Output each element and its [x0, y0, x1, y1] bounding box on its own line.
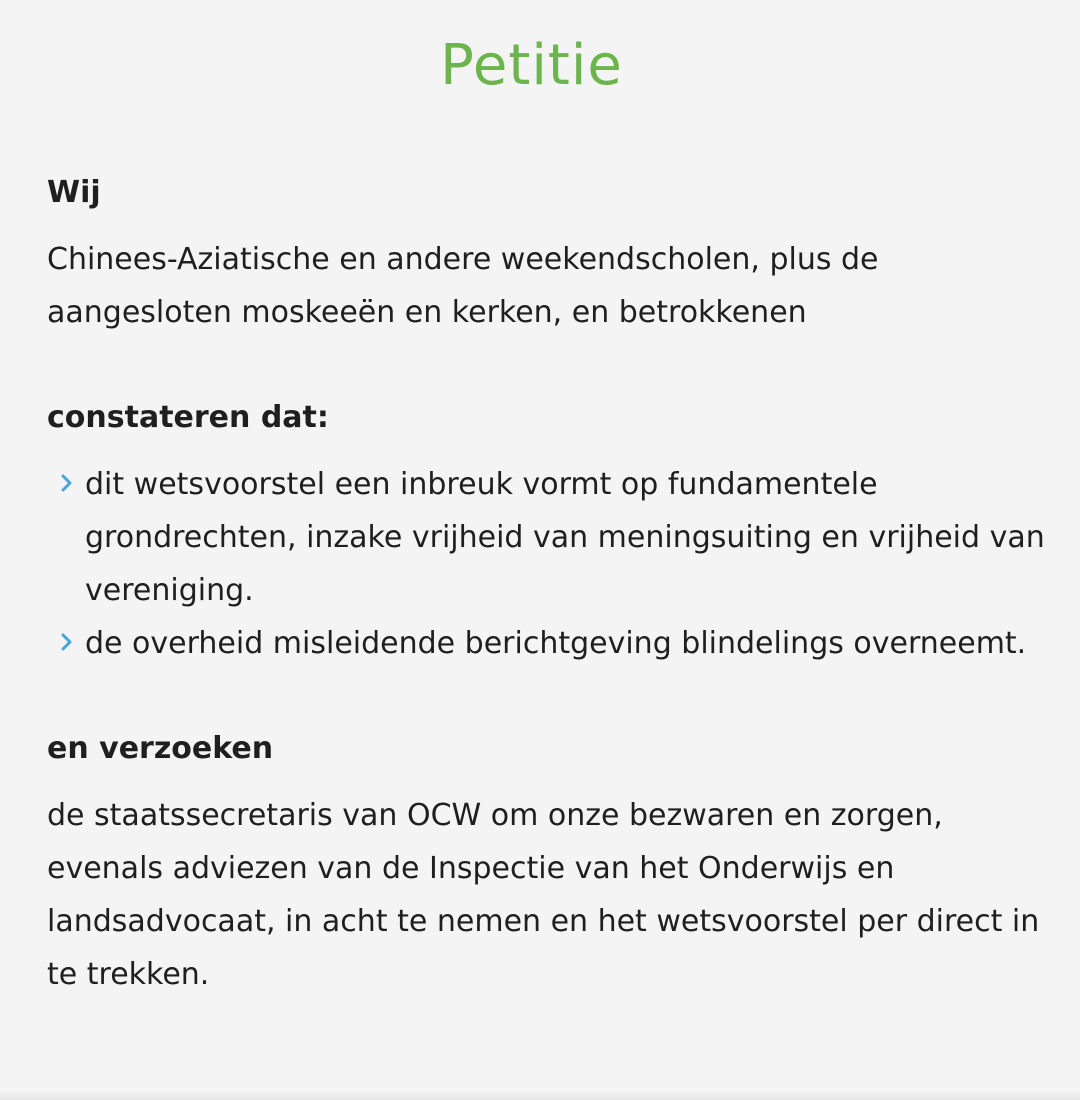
section-constateren: [47, 391, 1047, 670]
list-item-text: de overheid misleidende berichtgeving blindelings overneemt.: [85, 626, 1027, 661]
section-text-wij: Chinees-Aziatische en andere weekendscholen, plus de aangesloten moskeeën en kerken, en betrokkenen: [47, 242, 879, 330]
list-item: [47, 617, 1047, 670]
page-title: Petitie: [440, 33, 623, 98]
chevron-right-icon: [59, 458, 75, 511]
section-heading-constateren: constateren dat:: [47, 400, 329, 435]
section-heading-wij: Wij: [47, 175, 101, 210]
constateren-list: [47, 458, 1047, 670]
petition-content: [47, 166, 1047, 1001]
section-heading-verzoeken: en verzoeken: [47, 731, 274, 766]
list-item: [47, 458, 1047, 617]
section-verzoeken: [47, 722, 1047, 1001]
bottom-edge-shadow: [0, 1090, 1080, 1100]
list-item-text: dit wetsvoorstel een inbreuk vormt op fundamentele grondrechten, inzake vrijheid van meningsuiting en vrijheid van vereniging.: [85, 467, 1045, 608]
section-text-verzoeken: de staatssecretaris van OCW om onze bezwaren en zorgen, evenals adviezen van de Inspectie van het Onderwijs en landsadvocaat, in acht te nemen en het wetsvoorstel per direct in te trekken.: [47, 798, 1040, 992]
section-wij: [47, 166, 1047, 339]
chevron-right-icon: [59, 617, 75, 670]
